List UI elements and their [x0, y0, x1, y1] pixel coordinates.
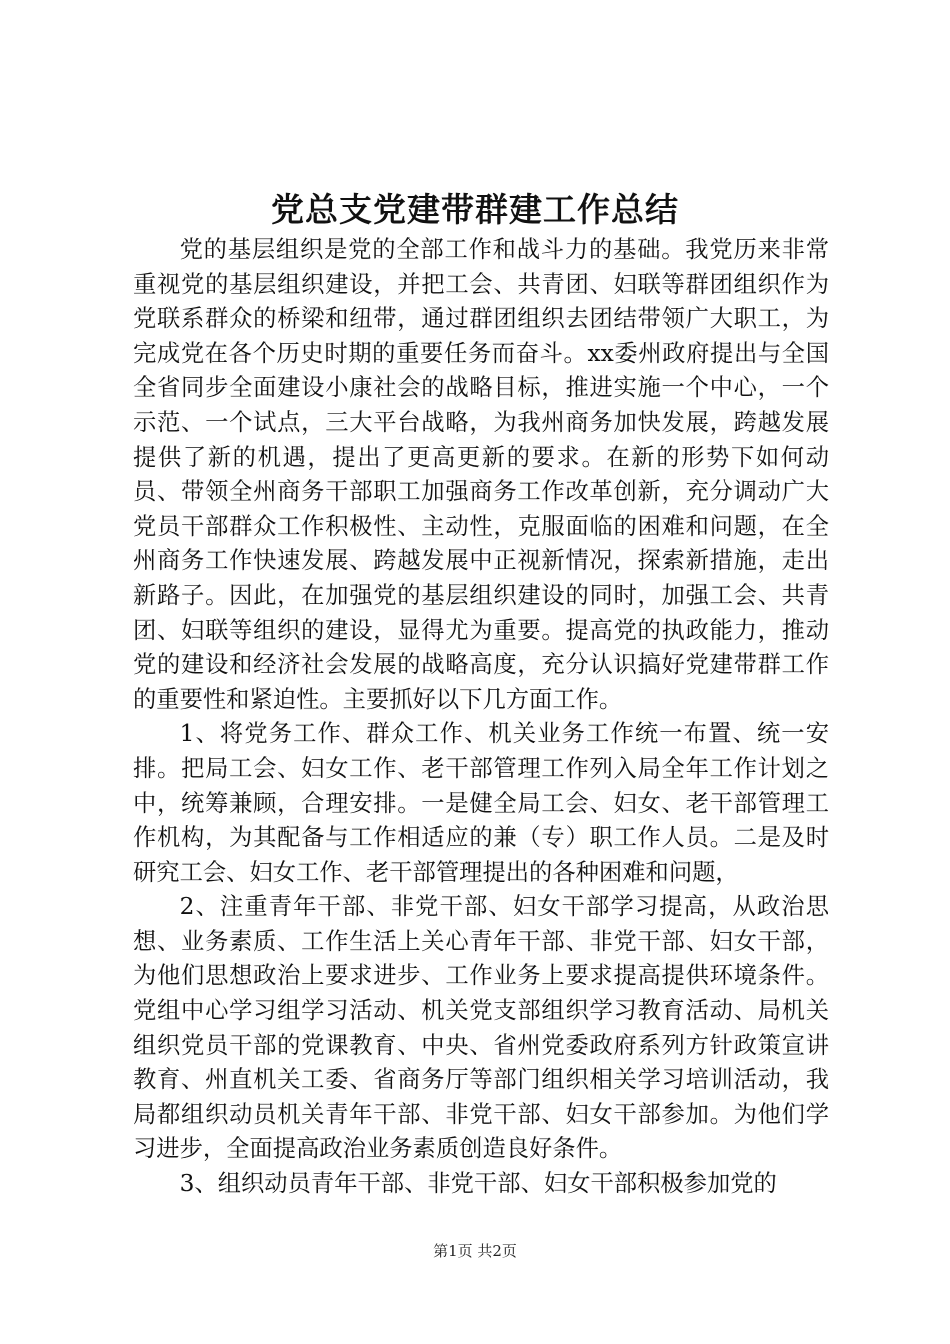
page-footer: 第1页 共2页 [433, 1242, 517, 1260]
paragraph-intro: 党的基层组织是党的全部工作和战斗力的基础。我党历来非常重视党的基层组织建设，并把工会、共青团、妇联等群团组织作为党联系群众的桥梁和纽带，通过群团组织去团结带领广大职工，为完成党在各个历史时期的重要任务而奋斗。xx委州政府提出与全国全省同步全面建设小康社会的战略目标，推进实施一个中心，一个示范、一个试点，三大平台战略，为我州商务加快发展，跨越发展提供了新的机遇，提出了更高更新的要求。在新的形势下如何动员、带领全州商务干部职工加强商务工作改革创新，充分调动广大党员干部群众工作积极性、主动性，克服面临的困难和问题，在全州商务工作快速发展、跨越发展中正视新情况，探索新措施，走出新路子。因此，在加强党的基层组织建设的同时，加强工会、共青团、妇联等组织的建设，显得尤为重要。提高党的执政能力，推动党的建设和经济社会发展的战略高度，充分认识搞好党建带群工作的重要性和紧迫性。主要抓好以下几方面工作。 [133, 236, 829, 713]
paragraph-item-2: 2、注重青年干部、非党干部、妇女干部学习提高，从政治思想、业务素质、工作生活上关心青年干部、非党干部、妇女干部，为他们思想政治上要求进步、工作业务上要求提高提供环境条件。党组中心学习组学习活动、机关党支部组织学习教育活动、局机关组织党员干部的党课教育、中央、省州党委政府系列方针政策宣讲教育、州直机关工委、省商务厅等部门组织相关学习培训活动，我局都组织动员机关青年干部、非党干部、妇女干部参加。为他们学习进步，全面提高政治业务素质创造良好条件。 [133, 893, 829, 1163]
paragraph-item-3: 3、组织动员青年干部、非党干部、妇女干部积极参加党的 [179, 1170, 777, 1198]
document-title: 党总支党建带群建工作总结 [271, 190, 679, 229]
document-body [133, 233, 829, 1202]
paragraph-item-1: 1、将党务工作、群众工作、机关业务工作统一布置、统一安排。把局工会、妇女工作、老干部管理工作列入局全年工作计划之中，统筹兼顾，合理安排。一是健全局工会、妇女、老干部管理工作机构，为其配备与工作相适应的兼（专）职工作人员。二是及时研究工会、妇女工作、老干部管理提出的各种困难和问题， [133, 720, 829, 886]
